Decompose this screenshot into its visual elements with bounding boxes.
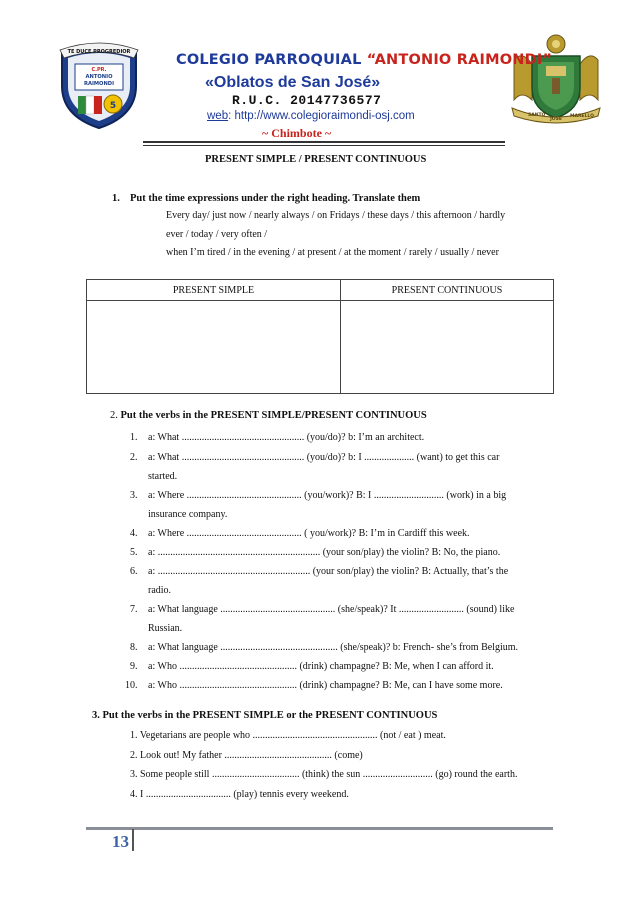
ruc-number: R.U.C. 20147736577	[232, 93, 382, 108]
present-continuous-answer-cell[interactable]	[341, 301, 554, 394]
present-simple-header: PRESENT SIMPLE	[87, 280, 341, 301]
parish-coat-of-arms-logo	[508, 30, 604, 126]
svg-text:5: 5	[109, 101, 117, 111]
svg-text:RAIMONDI: RAIMONDI	[83, 81, 115, 87]
congregation-name: «Oblatos de San José»	[205, 74, 381, 91]
exercise-item-continuation: Russian.	[148, 623, 183, 634]
exercise-item: 1. Vegetarians are people who .................................................. (not / eat ) meat.	[130, 730, 446, 741]
school-name: COLEGIO PARROQUIAL “ANTONIO RAIMONDI”	[176, 52, 553, 68]
svg-text:ANTONIO: ANTONIO	[85, 74, 113, 80]
exercise-item: 4. I .................................. (play) tennis every weekend.	[130, 789, 349, 800]
footer-separator	[132, 829, 134, 851]
web-label: web	[207, 110, 229, 122]
school-crest-logo	[58, 38, 140, 130]
svg-text:MARELLO: MARELLO	[570, 114, 594, 119]
present-simple-answer-cell[interactable]	[87, 301, 341, 394]
time-expressions-line: ever / today / very often /	[166, 229, 268, 240]
section-3-heading: 3. Put the verbs in the PRESENT SIMPLE or the PRESENT CONTINUOUS	[92, 710, 438, 721]
footer-divider	[86, 827, 553, 830]
worksheet-title: PRESENT SIMPLE / PRESENT CONTINUOUS	[205, 154, 427, 165]
exercise-item-continuation: started.	[148, 471, 178, 482]
header-divider	[143, 141, 505, 146]
exercise-item-continuation: insurance company.	[148, 509, 228, 520]
exercise-item: 2. Look out! My father ........................................... (come)	[130, 750, 363, 761]
section-2-heading: 2. Put the verbs in the PRESENT SIMPLE/PRESENT CONTINUOUS	[110, 410, 427, 421]
time-expressions-line: when I’m tired / in the evening / at present / at the moment / rarely / usually / never	[166, 247, 499, 258]
exercise-item-continuation: radio.	[148, 585, 172, 596]
time-expressions-line: Every day/ just now / nearly always / on Fridays / these days / this afternoon / hardly	[166, 210, 506, 221]
exercise-item: 3. Some people still ................................... (think) the sun ............................ (go) round the earth.	[130, 769, 518, 780]
classification-table	[86, 279, 554, 394]
page-number: 13	[112, 832, 129, 851]
svg-text:TE DUCE PROGREDIOR: TE DUCE PROGREDIOR	[67, 49, 131, 55]
svg-text:C.PR.: C.PR.	[91, 67, 107, 73]
svg-text:JOSE: JOSE	[550, 117, 562, 122]
website-link[interactable]: http://www.colegioraimondi-osj.com	[234, 110, 415, 122]
city-name: ~ Chimbote ~	[262, 126, 332, 140]
section-1-heading: 1. Put the time expressions under the right heading. Translate them	[112, 193, 421, 204]
svg-text:SANTO: SANTO	[528, 113, 546, 118]
present-continuous-header: PRESENT CONTINUOUS	[341, 280, 554, 301]
website-line: web: http://www.colegioraimondi-osj.com	[207, 110, 415, 122]
